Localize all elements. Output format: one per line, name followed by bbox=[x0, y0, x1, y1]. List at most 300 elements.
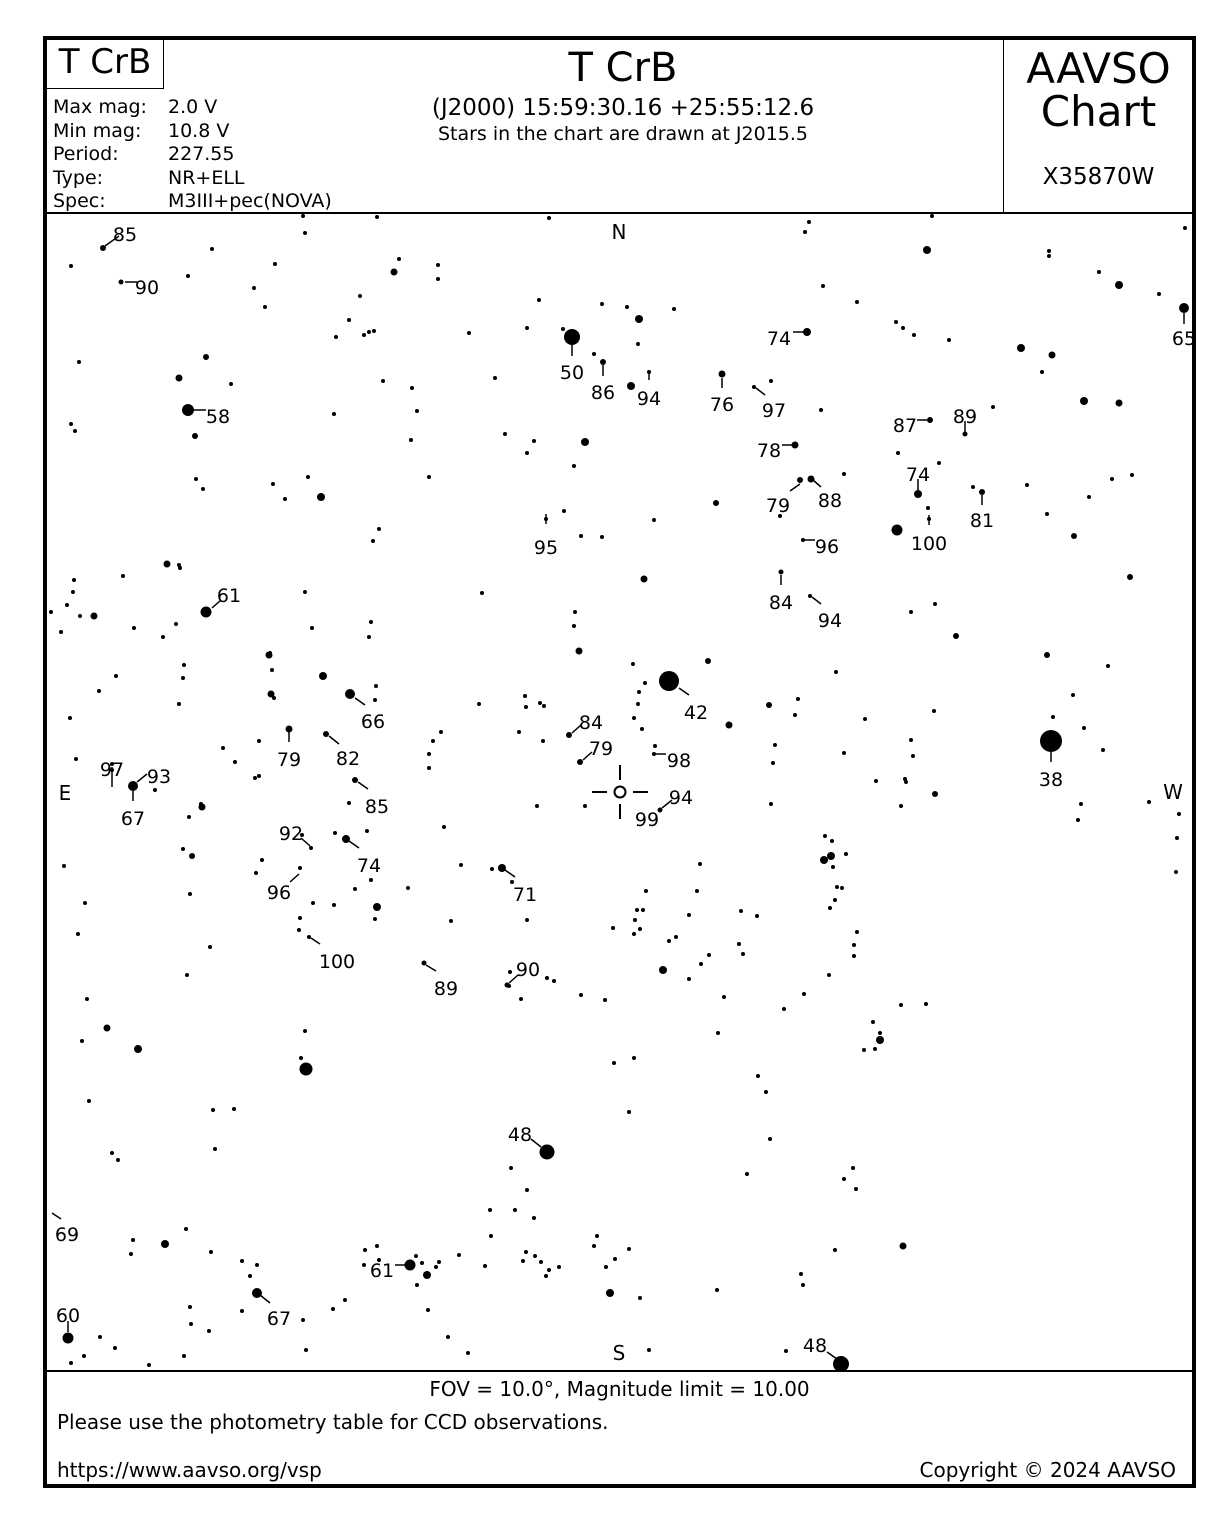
field-star bbox=[181, 676, 185, 680]
field-star bbox=[852, 954, 856, 958]
comp-star-leader bbox=[52, 1213, 61, 1219]
field-star bbox=[62, 864, 66, 868]
field-star bbox=[802, 992, 806, 996]
property-label: Max mag: bbox=[53, 96, 147, 118]
comp-star-dot bbox=[577, 759, 583, 765]
comp-star-label: 89 bbox=[952, 406, 978, 428]
field-star bbox=[333, 831, 337, 835]
field-star bbox=[840, 886, 844, 890]
field-star bbox=[406, 886, 410, 890]
comparison-star bbox=[267, 866, 302, 904]
field-star bbox=[213, 1147, 217, 1151]
field-star bbox=[823, 834, 827, 838]
field-star bbox=[1047, 254, 1051, 258]
compass-east: E bbox=[58, 781, 72, 805]
field-star bbox=[517, 730, 521, 734]
comp-star-leader bbox=[679, 688, 689, 695]
field-star bbox=[509, 1166, 513, 1170]
field-star bbox=[131, 1238, 135, 1242]
field-star bbox=[334, 335, 338, 339]
comparison-star bbox=[652, 750, 691, 772]
field-star bbox=[876, 1036, 884, 1044]
field-star bbox=[161, 1240, 169, 1248]
field-star bbox=[542, 704, 546, 708]
comparison-star bbox=[659, 671, 708, 724]
comp-star-label: 79 bbox=[276, 749, 302, 771]
comparison-stars bbox=[52, 224, 1196, 1372]
comp-star-dot bbox=[201, 607, 212, 618]
field-star bbox=[436, 263, 440, 267]
field-star bbox=[1157, 292, 1161, 296]
field-star bbox=[188, 1305, 192, 1309]
field-star bbox=[524, 705, 528, 709]
property-row bbox=[53, 190, 332, 214]
comparison-star bbox=[307, 935, 355, 973]
comp-star-dot bbox=[803, 328, 811, 336]
field-star bbox=[640, 727, 644, 731]
field-star bbox=[1082, 726, 1086, 730]
field-star bbox=[449, 919, 453, 923]
field-star bbox=[319, 672, 327, 680]
field-star bbox=[69, 1361, 73, 1365]
field-star bbox=[375, 1244, 379, 1248]
field-star bbox=[153, 788, 157, 792]
comp-star-dot bbox=[1040, 730, 1062, 752]
field-star bbox=[446, 1335, 450, 1339]
comp-star-label: 96 bbox=[266, 882, 292, 904]
field-star bbox=[583, 804, 587, 808]
field-star bbox=[820, 856, 828, 864]
comparison-star bbox=[577, 738, 613, 765]
org-name: AAVSO bbox=[1026, 44, 1171, 93]
field-star bbox=[480, 591, 484, 595]
field-star bbox=[643, 681, 647, 685]
field-star bbox=[367, 330, 371, 334]
field-star bbox=[855, 300, 859, 304]
field-star bbox=[833, 898, 837, 902]
field-star bbox=[436, 277, 440, 281]
field-star bbox=[576, 648, 583, 655]
field-star bbox=[525, 918, 529, 922]
field-star bbox=[508, 970, 512, 974]
field-star bbox=[632, 1056, 636, 1060]
field-star bbox=[911, 754, 915, 758]
property-label: Spec: bbox=[53, 190, 106, 212]
comp-star-dot bbox=[352, 777, 358, 783]
comp-star-label: 65 bbox=[1171, 328, 1197, 350]
comparison-star bbox=[970, 489, 994, 532]
comparison-star bbox=[560, 329, 584, 384]
field-star bbox=[1076, 818, 1080, 822]
comp-star-label: 98 bbox=[666, 750, 692, 772]
field-star bbox=[632, 932, 636, 936]
comp-star-dot bbox=[564, 329, 580, 345]
comp-star-leader bbox=[813, 480, 821, 487]
comparison-star bbox=[128, 766, 171, 791]
field-star bbox=[182, 1354, 186, 1358]
comparison-star bbox=[422, 961, 459, 1001]
comp-star-dot bbox=[659, 671, 679, 691]
field-star bbox=[871, 1020, 875, 1024]
field-star bbox=[592, 352, 596, 356]
field-star bbox=[1097, 270, 1101, 274]
field-star bbox=[374, 684, 378, 688]
field-star bbox=[647, 1348, 651, 1352]
field-star bbox=[547, 1268, 551, 1272]
property-row bbox=[53, 167, 332, 191]
field-star bbox=[426, 1308, 430, 1312]
field-star bbox=[796, 697, 800, 701]
field-star bbox=[991, 405, 995, 409]
field-star bbox=[369, 620, 373, 624]
field-star bbox=[427, 752, 431, 756]
comp-star-leader bbox=[137, 774, 147, 782]
comparison-star bbox=[100, 224, 137, 251]
field-star bbox=[699, 962, 703, 966]
field-star bbox=[613, 1257, 617, 1261]
comp-star-label: 99 bbox=[634, 809, 660, 831]
field-star bbox=[353, 887, 357, 891]
field-star bbox=[1106, 664, 1110, 668]
comp-star-leader bbox=[531, 1139, 541, 1147]
field-star bbox=[799, 1272, 803, 1276]
field-star bbox=[971, 485, 975, 489]
field-star bbox=[874, 779, 878, 783]
field-star bbox=[161, 635, 165, 639]
field-star bbox=[638, 1296, 642, 1300]
field-star bbox=[573, 610, 577, 614]
field-star bbox=[1079, 802, 1083, 806]
comparison-star bbox=[953, 406, 977, 437]
coordinates: (J2000) 15:59:30.16 +25:55:12.6 bbox=[431, 95, 815, 121]
field-star bbox=[627, 1110, 631, 1114]
field-star bbox=[745, 1172, 749, 1176]
field-star bbox=[121, 574, 125, 578]
field-star bbox=[1049, 352, 1056, 359]
field-star bbox=[273, 262, 277, 266]
field-star bbox=[821, 284, 825, 288]
comp-star-dot bbox=[808, 476, 815, 483]
comp-star-label: 88 bbox=[817, 490, 843, 512]
field-star bbox=[707, 953, 711, 957]
field-star bbox=[638, 927, 642, 931]
comp-star-dot bbox=[342, 835, 350, 843]
comp-star-label: 89 bbox=[433, 978, 459, 1000]
comparison-star bbox=[342, 835, 381, 877]
field-star bbox=[192, 433, 198, 439]
field-star bbox=[538, 701, 542, 705]
field-star bbox=[371, 539, 375, 543]
field-star bbox=[834, 670, 838, 674]
field-star bbox=[698, 862, 702, 866]
field-star bbox=[304, 1348, 308, 1352]
field-star bbox=[343, 1298, 347, 1302]
field-star bbox=[581, 438, 589, 446]
field-star bbox=[937, 461, 941, 465]
comp-star-label: 81 bbox=[969, 510, 995, 532]
comparison-star bbox=[752, 385, 786, 422]
field-star bbox=[930, 214, 934, 218]
property-value: 10.8 V bbox=[168, 119, 230, 142]
comparison-star bbox=[352, 777, 389, 818]
comp-star-label: 84 bbox=[768, 592, 794, 614]
field-star bbox=[210, 247, 214, 251]
comp-star-leader bbox=[290, 874, 299, 882]
chart-id: X35870W bbox=[1042, 164, 1155, 190]
field-star bbox=[932, 709, 936, 713]
field-star bbox=[362, 1263, 366, 1267]
field-star bbox=[687, 913, 691, 917]
field-star bbox=[532, 439, 536, 443]
comp-star-dot bbox=[927, 417, 933, 423]
field-star bbox=[209, 1250, 213, 1254]
field-star bbox=[332, 903, 336, 907]
field-star bbox=[784, 1349, 788, 1353]
comp-star-label: 79 bbox=[765, 495, 791, 517]
field-star bbox=[737, 942, 741, 946]
field-star bbox=[625, 305, 629, 309]
comp-star-label: 93 bbox=[146, 766, 172, 788]
comp-star-label: 100 bbox=[910, 533, 948, 555]
field-star bbox=[523, 694, 527, 698]
field-star bbox=[899, 1003, 903, 1007]
field-star bbox=[410, 386, 414, 390]
aavso-box bbox=[1003, 40, 1193, 212]
field-star bbox=[1044, 652, 1050, 658]
field-star bbox=[1071, 693, 1075, 697]
field-star bbox=[896, 451, 900, 455]
field-star bbox=[793, 713, 797, 717]
field-star bbox=[110, 1151, 114, 1155]
comp-star-label: 48 bbox=[802, 1335, 828, 1357]
field-star bbox=[600, 302, 604, 306]
field-star bbox=[923, 246, 931, 254]
property-value: M3III+pec(NOVA) bbox=[168, 190, 332, 212]
field-star bbox=[579, 534, 583, 538]
field-star bbox=[369, 878, 373, 882]
field-star bbox=[78, 614, 82, 618]
field-star bbox=[260, 858, 264, 862]
field-star bbox=[301, 1318, 305, 1322]
field-star bbox=[855, 930, 859, 934]
field-star bbox=[766, 702, 772, 708]
vsp-link[interactable]: https://www.aavso.org/vsp bbox=[57, 1458, 322, 1482]
star-name: T CrB bbox=[47, 40, 164, 89]
comp-star-dot bbox=[63, 1333, 74, 1344]
field-star bbox=[415, 1283, 419, 1287]
field-star bbox=[1040, 370, 1044, 374]
field-star bbox=[901, 326, 905, 330]
field-star bbox=[637, 690, 641, 694]
field-star bbox=[741, 952, 745, 956]
comparison-star bbox=[658, 787, 694, 813]
comp-star-label: 78 bbox=[756, 440, 782, 462]
comp-star-dot bbox=[298, 866, 302, 870]
comparison-star bbox=[635, 809, 659, 831]
comparison-star bbox=[182, 404, 230, 428]
field-star bbox=[240, 1309, 244, 1313]
field-star bbox=[439, 730, 443, 734]
field-star bbox=[644, 889, 648, 893]
comparison-star bbox=[323, 731, 360, 770]
field-star bbox=[503, 432, 507, 436]
field-star bbox=[854, 1187, 858, 1191]
field-star bbox=[72, 578, 76, 582]
comp-star-dot bbox=[286, 726, 293, 733]
comp-star-leader bbox=[827, 1352, 837, 1359]
field-star bbox=[65, 603, 69, 607]
comparison-star bbox=[279, 823, 313, 850]
field-star bbox=[904, 780, 908, 784]
field-star bbox=[365, 829, 369, 833]
chart-footer bbox=[47, 1370, 1192, 1486]
field-star bbox=[899, 804, 903, 808]
comp-star-label: 90 bbox=[515, 959, 541, 981]
comp-star-dot bbox=[779, 570, 784, 575]
field-star bbox=[643, 577, 647, 581]
field-star bbox=[185, 973, 189, 977]
field-star bbox=[49, 610, 53, 614]
field-star bbox=[300, 1063, 313, 1076]
field-star bbox=[782, 1007, 786, 1011]
comp-star-dot bbox=[307, 935, 311, 939]
field-star bbox=[1087, 495, 1091, 499]
field-star bbox=[71, 590, 75, 594]
field-star bbox=[525, 451, 529, 455]
comparison-star bbox=[345, 689, 385, 733]
comparison-star bbox=[808, 476, 843, 513]
field-star bbox=[635, 908, 639, 912]
comp-star-label: 71 bbox=[512, 884, 538, 906]
property-label: Type: bbox=[53, 166, 104, 189]
field-star bbox=[627, 1247, 631, 1251]
field-star bbox=[253, 776, 257, 780]
comp-star-label: 79 bbox=[588, 738, 614, 760]
comp-star-dot bbox=[808, 594, 812, 598]
field-star bbox=[592, 1244, 596, 1248]
comp-star-label: 61 bbox=[216, 585, 242, 607]
copyright: Copyright © 2024 AAVSO bbox=[919, 1458, 1176, 1482]
comparison-star bbox=[119, 277, 160, 299]
field-star bbox=[397, 257, 401, 261]
field-star bbox=[595, 1234, 599, 1238]
field-star bbox=[562, 509, 566, 513]
field-star bbox=[878, 1031, 882, 1035]
field-star bbox=[164, 561, 171, 568]
field-star bbox=[1080, 397, 1088, 405]
field-star bbox=[828, 906, 832, 910]
field-star bbox=[347, 318, 351, 322]
comp-star-label: 74 bbox=[356, 855, 382, 877]
field-star bbox=[381, 379, 385, 383]
field-star bbox=[756, 1074, 760, 1078]
field-star bbox=[178, 566, 182, 570]
field-star bbox=[113, 1346, 117, 1350]
field-star bbox=[207, 1329, 211, 1333]
field-star bbox=[331, 1307, 335, 1311]
comp-star-label: 87 bbox=[892, 415, 918, 437]
comp-star-label: 85 bbox=[364, 796, 390, 818]
field-star bbox=[186, 274, 190, 278]
field-star bbox=[545, 976, 549, 980]
comp-star-dot bbox=[128, 781, 138, 791]
field-star bbox=[203, 354, 209, 360]
field-star bbox=[603, 998, 607, 1002]
field-star bbox=[513, 1208, 517, 1212]
field-star bbox=[835, 885, 839, 889]
field-star bbox=[272, 696, 276, 700]
field-star bbox=[532, 1216, 536, 1220]
field-star bbox=[257, 774, 261, 778]
chart-frame bbox=[43, 36, 1196, 1488]
comp-star-dot bbox=[405, 1260, 416, 1271]
field-star bbox=[303, 1029, 307, 1033]
field-star bbox=[844, 852, 848, 856]
field-star bbox=[1174, 870, 1178, 874]
comp-star-dot bbox=[979, 489, 985, 495]
field-star bbox=[1110, 477, 1114, 481]
field-star bbox=[317, 493, 325, 501]
fov-note: FOV = 10.0°, Magnitude limit = 10.00 bbox=[429, 1377, 810, 1401]
epoch-note: Stars in the chart are drawn at J2015.5 bbox=[437, 123, 809, 145]
field-star bbox=[769, 802, 773, 806]
comp-star-label: 74 bbox=[766, 328, 792, 350]
field-star bbox=[483, 1264, 487, 1268]
field-star bbox=[229, 382, 233, 386]
comp-star-dot bbox=[323, 731, 329, 737]
field-star bbox=[873, 1047, 877, 1051]
comparison-star bbox=[591, 359, 615, 404]
comparison-star bbox=[627, 370, 661, 410]
field-star bbox=[801, 1283, 805, 1287]
property-label: Min mag: bbox=[53, 119, 142, 142]
field-star bbox=[695, 889, 699, 893]
field-star bbox=[525, 1188, 529, 1192]
compass-west: W bbox=[1163, 780, 1183, 804]
field-star bbox=[301, 214, 305, 218]
field-star bbox=[270, 668, 274, 672]
comparison-star bbox=[121, 791, 145, 830]
field-star bbox=[819, 408, 823, 412]
chart-type: Chart bbox=[1040, 87, 1157, 136]
field-star bbox=[97, 689, 101, 693]
field-star bbox=[358, 294, 362, 298]
comparison-star bbox=[252, 1288, 291, 1330]
comp-star-label: 97 bbox=[761, 400, 787, 422]
comp-star-dot bbox=[540, 1145, 555, 1160]
field-star bbox=[188, 892, 192, 896]
field-star bbox=[1045, 512, 1049, 516]
field-star bbox=[579, 993, 583, 997]
field-star bbox=[953, 633, 959, 639]
field-star bbox=[134, 1045, 142, 1053]
field-star bbox=[373, 903, 381, 911]
field-star bbox=[672, 307, 676, 311]
comp-star-leader bbox=[426, 965, 436, 971]
comp-star-label: 66 bbox=[360, 711, 386, 733]
comp-star-dot bbox=[182, 404, 194, 416]
field-star bbox=[830, 839, 834, 843]
comp-star-label: 94 bbox=[668, 787, 694, 809]
field-star bbox=[442, 825, 446, 829]
field-star bbox=[80, 1039, 84, 1043]
field-star bbox=[539, 1260, 543, 1264]
field-star bbox=[77, 360, 81, 364]
field-star bbox=[572, 624, 576, 628]
field-stars bbox=[49, 214, 1187, 1367]
comparison-star bbox=[201, 585, 242, 618]
field-star bbox=[201, 487, 205, 491]
